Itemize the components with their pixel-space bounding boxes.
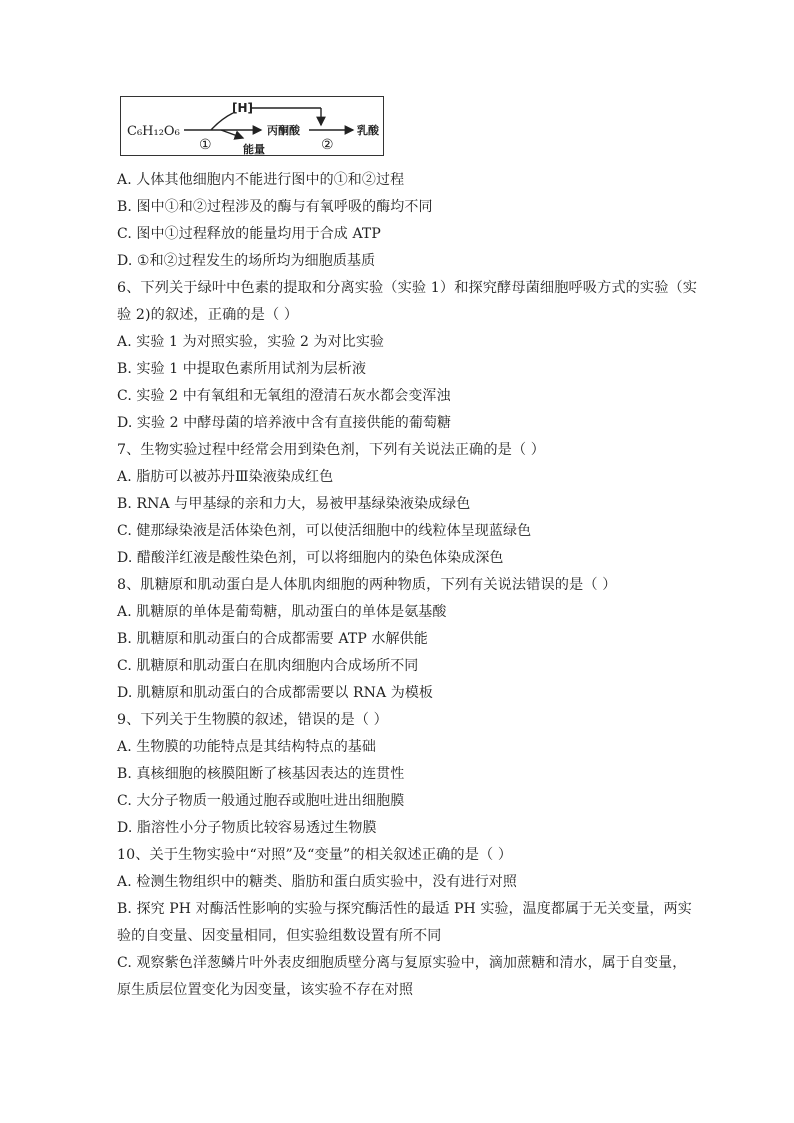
option-line: D. 实验 2 中酵母菌的培养液中含有直接供能的葡萄糖 [117,415,452,431]
pathway-arrows [121,97,385,157]
option-line: A. 生物膜的功能特点是其结构特点的基础 [117,739,377,755]
question-8-stem: 8、肌糖原和肌动蛋白是人体肌肉细胞的两种物质，下列有关说法错误的是（ ） [117,577,617,593]
question-6-stem: 6、下列关于绿叶中色素的提取和分离实验（实验 1）和探究酵母菌细胞呼吸方式的实验（实 [117,280,698,296]
question-7-stem: 7、生物实验过程中经常会用到染色剂，下列有关说法正确的是（ ） [117,442,546,458]
option-line: B. RNA 与甲基绿的亲和力大，易被甲基绿染液染成绿色 [117,496,471,512]
option-line: D. 脂溶性小分子物质比较容易透过生物膜 [117,820,377,836]
pyruvate-label: 丙酮酸 [267,124,300,137]
question-text-body [117,167,697,1004]
step2-label: ② [321,137,334,153]
option-line: A. 脂肪可以被苏丹Ⅲ染液染成红色 [117,469,334,485]
option-line: B. 肌糖原和肌动蛋白的合成都需要 ATP 水解供能 [117,631,428,647]
option-line: C. 图中①过程释放的能量均用于合成 ATP [117,226,381,242]
option-line: A. 检测生物组织中的糖类、脂肪和蛋白质实验中，没有进行对照 [117,874,518,890]
option-line: D. 醋酸洋红液是酸性染色剂，可以将细胞内的染色体染成深色 [117,550,504,566]
option-line: C. 大分子物质一般通过胞吞或胞吐进出细胞膜 [117,793,405,809]
energy-label: 能量 [243,143,265,156]
option-line: A. 肌糖原的单体是葡萄糖，肌动蛋白的单体是氨基酸 [117,604,447,620]
step1-label: ① [199,137,212,153]
question-9-stem: 9、下列关于生物膜的叙述，错误的是（ ） [117,712,388,728]
lactate-label: 乳酸 [357,124,379,137]
substrate-label: C₆H₁₂O₆ [127,124,180,139]
question-10-stem: 10、关于生物实验中“对照”及“变量”的相关叙述正确的是（ ） [117,847,513,863]
option-line: B. 探究 PH 对酶活性影响的实验与探究酶活性的最适 PH 实验，温度都属于无关变量，两实 [117,901,692,917]
option-line-cont: 验的自变量、因变量相同，但实验组数设置有所不同 [117,928,442,944]
option-line: A. 实验 1 为对照实验，实验 2 为对比实验 [117,334,385,350]
lactic-acid-fermentation-diagram [120,96,384,156]
option-line: C. 健那绿染液是活体染色剂，可以使活细胞中的线粒体呈现蓝绿色 [117,523,532,539]
option-line: D. 肌糖原和肌动蛋白的合成都需要以 RNA 为模板 [117,685,434,701]
option-line: B. 真核细胞的核膜阻断了核基因表达的连贯性 [117,766,405,782]
option-line: C. 实验 2 中有氧组和无氧组的澄清石灰水都会变浑浊 [117,388,451,404]
option-line-cont: 原生质层位置变化为因变量，该实验不存在对照 [117,982,414,998]
option-line: C. 肌糖原和肌动蛋白在肌肉细胞内合成场所不同 [117,658,419,674]
option-line: B. 图中①和②过程涉及的酶与有氧呼吸的酶均不同 [117,199,433,215]
option-line: C. 观察紫色洋葱鳞片叶外表皮细胞质壁分离与复原实验中，滴加蔗糖和清水，属于自变量， [117,955,687,971]
option-line: A. 人体其他细胞内不能进行图中的①和②过程 [117,172,405,188]
option-line: B. 实验 1 中提取色素所用试剂为层析液 [117,361,367,377]
option-line: D. ①和②过程发生的场所均为细胞质基质 [117,253,376,269]
question-6-stem-cont: 验 2)的叙述，正确的是（ ） [117,307,299,323]
hydrogen-label: [H] [232,101,254,115]
